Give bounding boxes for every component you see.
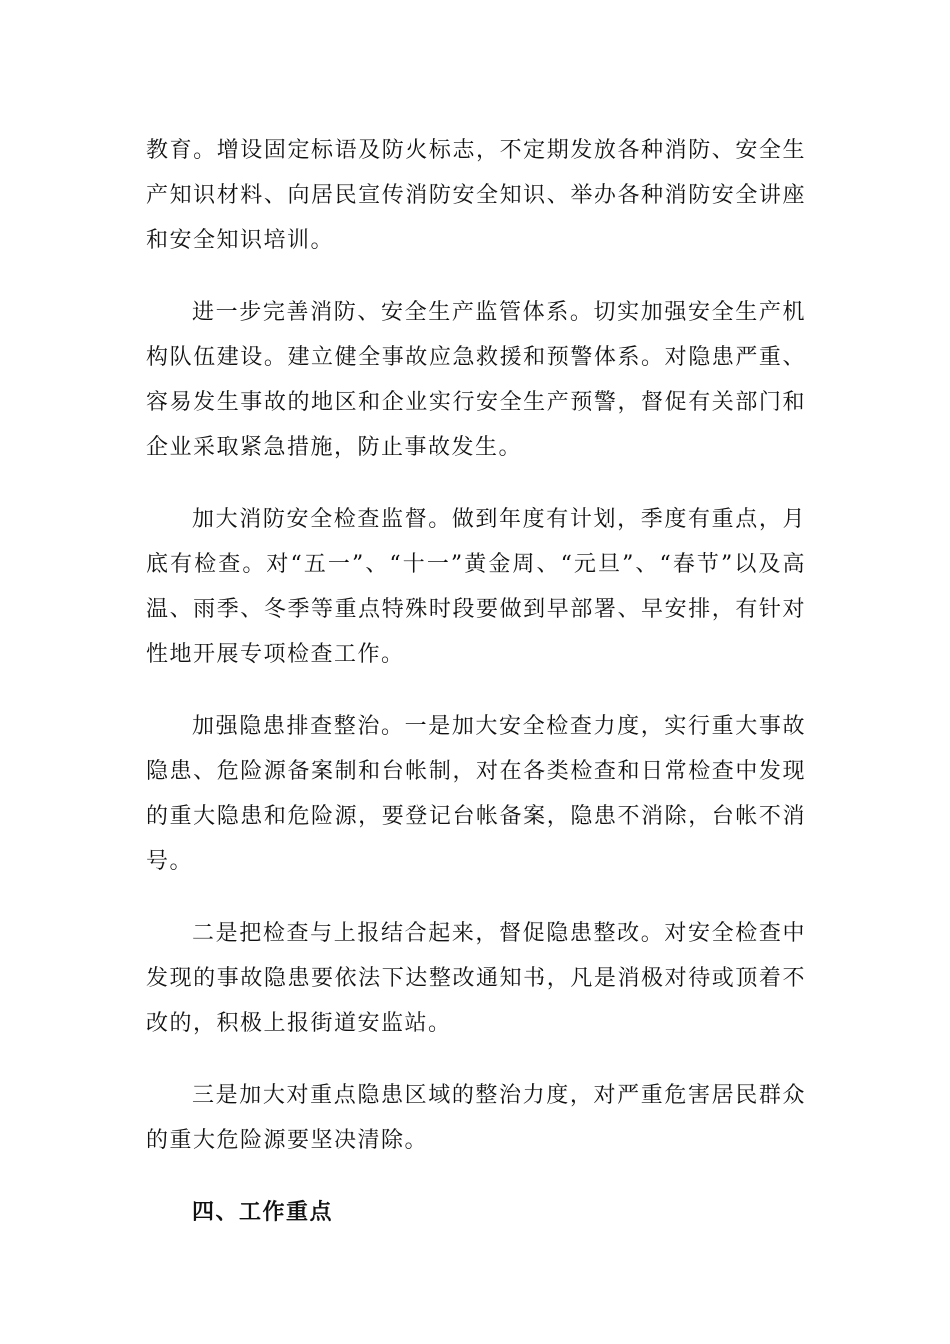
paragraph-fire-inspection: 加大消防安全检查监督。做到年度有计划，季度有重点，月底有检查。对“五一”、“十一”黄金周、“元旦”、“春节”以及高温、雨季、冬季等重点特殊时段要做到早部署、早安排，有针对性地开展专项检查工作。 bbox=[146, 507, 806, 667]
paragraph-supervision-system: 进一步完善消防、安全生产监管体系。切实加强安全生产机构队伍建设。建立健全事故应急救援和预警体系。对隐患严重、容易发生事故的地区和企业实行安全生产预警，督促有关部门和企业采取紧急措施，防止事故发生。 bbox=[146, 300, 806, 460]
paragraph-key-areas: 三是加大对重点隐患区域的整治力度，对严重危害居民群众的重大危险源要坚决清除。 bbox=[146, 1083, 806, 1153]
paragraph-inspection-reporting: 二是把检查与上报结合起来，督促隐患整改。对安全检查中发现的事故隐患要依法下达整改通知书，凡是消极对待或顶着不改的，积极上报街道安监站。 bbox=[146, 921, 806, 1036]
document-body bbox=[146, 128, 806, 1235]
section-heading: 四、工作重点 bbox=[192, 1200, 334, 1225]
paragraph-hazard-rectification: 加强隐患排查整治。一是加大安全检查力度，实行重大事故隐患、危险源备案制和台帐制，对在各类检查和日常检查中发现的重大隐患和危险源，要登记台帐备案，隐患不消除，台帐不消号。 bbox=[146, 714, 806, 874]
paragraph-continuation-education: 教育。增设固定标语及防火标志，不定期发放各种消防、安全生产知识材料、向居民宣传消防安全知识、举办各种消防安全讲座和安全知识培训。 bbox=[146, 138, 806, 253]
